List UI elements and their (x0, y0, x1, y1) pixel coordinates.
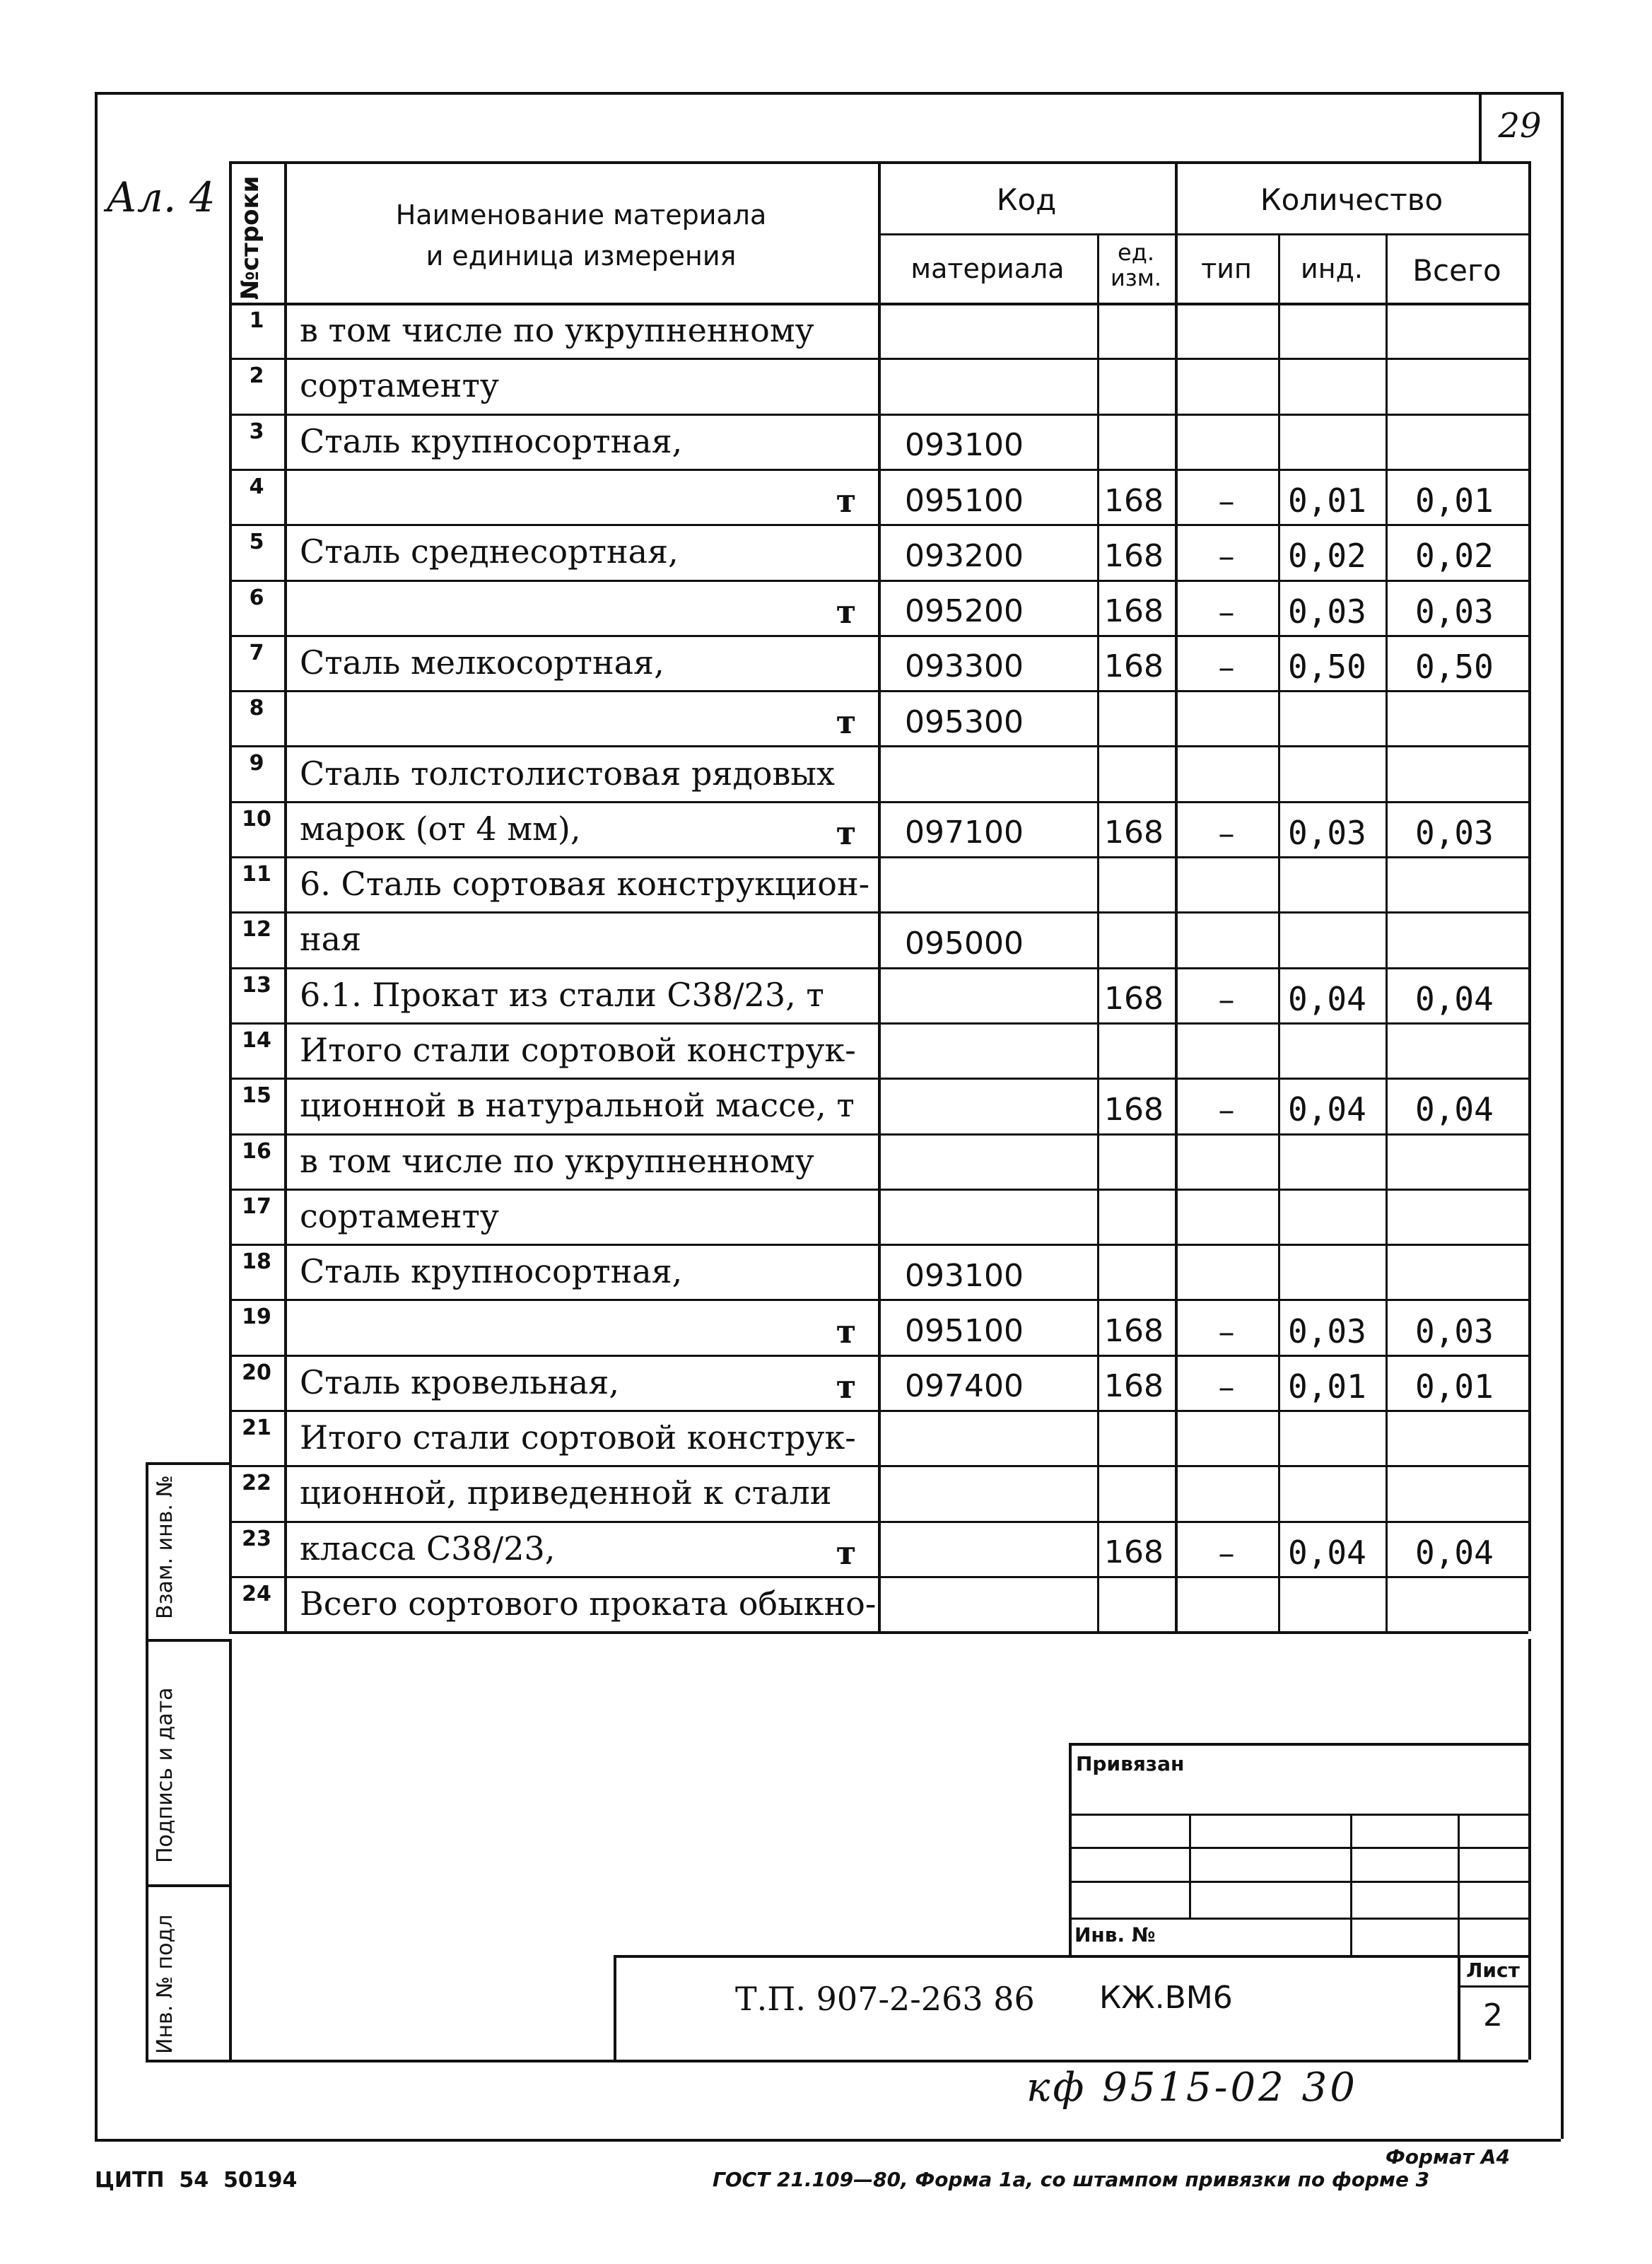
total-value: 0,01 (1415, 1367, 1494, 1406)
ind-header: инд. (1301, 253, 1363, 284)
row-separator (229, 1299, 1528, 1301)
col-line-total (1386, 233, 1388, 1631)
ind-value: 0,01 (1288, 482, 1366, 520)
unit-code: 168 (1104, 482, 1164, 519)
unit-suffix (828, 1193, 864, 1248)
side-label-podpis: Подпись и дата (153, 1687, 177, 1863)
side-strip-left (146, 1462, 148, 2060)
material-code: 095100 (905, 1313, 1024, 1350)
privyazan-label: Привязан (1076, 1752, 1185, 1775)
sheet-cell-divider (1458, 1985, 1528, 1988)
unit-suffix (828, 418, 864, 473)
material-name: Итого стали сортовой конструк- (300, 1031, 856, 1070)
material-name: в том числе по укрупненному (300, 1141, 814, 1180)
row-separator (229, 469, 1528, 471)
total-value: 0,04 (1415, 1533, 1494, 1572)
unit-suffix: т (836, 1312, 857, 1350)
side-strip-div1 (146, 1639, 229, 1642)
material-code: 093300 (905, 648, 1024, 685)
col-line-unit (1097, 233, 1099, 1631)
type-value (1175, 362, 1278, 417)
material-name: ционной, приведенной к стали (300, 1474, 832, 1512)
appendix-mark: Ал. 4 (106, 173, 216, 221)
material-name: 6.1. Прокат из стали С38/23, т (300, 975, 824, 1014)
title-block-top (614, 1955, 1528, 1958)
side-strip-div2 (146, 1884, 229, 1887)
unit-code: 168 (1104, 1313, 1164, 1350)
ind-value: 0,01 (1288, 1367, 1366, 1406)
type-value: – (1218, 647, 1235, 686)
row-number: 3 (249, 419, 264, 444)
unit-code: 168 (1104, 1534, 1164, 1571)
row-number-header-text: №строки (236, 175, 264, 300)
material-name: Сталь кровельная, (300, 1363, 619, 1401)
unit-suffix: т (836, 1367, 857, 1406)
unit-suffix (828, 1580, 864, 1635)
type-value: – (1218, 482, 1235, 520)
material-code: 095300 (905, 704, 1024, 740)
row-number: 4 (249, 474, 264, 499)
unit-header-line2: изм. (1110, 264, 1162, 291)
type-value (1175, 307, 1278, 362)
material-name: сортаменту (300, 366, 499, 405)
unit-suffix (828, 1082, 864, 1137)
doc-mark: КЖ.ВМ6 (1099, 1980, 1233, 2016)
unit-suffix: т (836, 813, 857, 852)
type-value: – (1218, 979, 1235, 1018)
footer-right: ГОСТ 21.109—80, Форма 1а, со штампом привязки по форме 3 (713, 2168, 1430, 2191)
unit-suffix (828, 1138, 864, 1193)
row-number: 19 (242, 1305, 271, 1330)
unit-suffix: т (836, 482, 857, 520)
sheet-number-box-left (1479, 92, 1482, 163)
type-value (1175, 749, 1278, 805)
total-value: 0,01 (1415, 482, 1494, 520)
frame-top (95, 92, 1561, 95)
privyazan-left (1069, 1743, 1072, 1955)
row-number: 9 (249, 751, 264, 776)
material-code: 097400 (905, 1368, 1024, 1405)
doc-code: Т.П. 907-2-263 86 (735, 1980, 1035, 2018)
row-number: 14 (242, 1027, 271, 1053)
material-code-header: материала (910, 253, 1065, 284)
unit-code: 168 (1104, 648, 1164, 685)
material-name: ная (300, 920, 362, 959)
sheet-label: Лист (1466, 1959, 1520, 1982)
total-value: 0,04 (1415, 1090, 1494, 1129)
material-name: Всего сортового проката обыкно- (300, 1585, 877, 1623)
material-code: 095200 (905, 593, 1024, 630)
footer-left: ЦИТП 54 50194 (95, 2168, 298, 2193)
material-code: 093100 (905, 427, 1024, 464)
type-value: – (1218, 813, 1235, 852)
frame-right (1561, 92, 1564, 2139)
total-value: 0,03 (1415, 1312, 1494, 1350)
sheet-value: 2 (1483, 1997, 1503, 2033)
total-value: 0,03 (1415, 592, 1494, 631)
type-value (1175, 860, 1278, 916)
type-value: – (1218, 1533, 1235, 1572)
material-code: 093100 (905, 1257, 1024, 1294)
unit-suffix (828, 971, 864, 1027)
unit-suffix (828, 307, 864, 362)
privyazan-top (1069, 1743, 1528, 1746)
unit-suffix: т (836, 592, 857, 631)
side-label-vzam: Взам. инв. № (153, 1475, 177, 1619)
material-name: Сталь толстолистовая рядовых (300, 754, 835, 793)
handwritten-code: кф 9515-02 30 (1026, 2065, 1358, 2111)
ind-value: 0,04 (1288, 979, 1366, 1018)
stamp-col-2 (1350, 1814, 1352, 1955)
total-value: 0,04 (1415, 979, 1494, 1018)
ind-value: 0,03 (1288, 1312, 1366, 1350)
type-value (1175, 1469, 1278, 1524)
unit-suffix (828, 1248, 864, 1303)
row-number: 22 (242, 1471, 271, 1496)
unit-suffix: т (836, 1533, 857, 1572)
unit-suffix (828, 1469, 864, 1524)
stamp-right-edge (1528, 1639, 1531, 2060)
material-name: Сталь среднесортная, (300, 532, 679, 571)
material-name: Сталь крупносортная, (300, 1252, 683, 1291)
row-number: 7 (249, 640, 264, 665)
stamp-col-3 (1458, 1814, 1460, 1955)
row-number: 21 (242, 1416, 271, 1440)
material-name: в том числе по укрупненному (300, 311, 814, 350)
material-name: Итого стали сортовой конструк- (300, 1418, 856, 1457)
material-code: 097100 (905, 815, 1024, 851)
type-header: тип (1201, 253, 1252, 284)
ind-value: 0,02 (1288, 537, 1366, 576)
row-number: 1 (249, 308, 264, 333)
row-number-header (229, 161, 284, 303)
type-value (1175, 1580, 1278, 1635)
unit-code: 168 (1104, 815, 1164, 851)
unit-suffix (828, 362, 864, 417)
name-header-line1: Наименование материала (395, 199, 767, 231)
title-block-left (614, 1955, 616, 2060)
row-number: 17 (242, 1194, 271, 1219)
unit-suffix (828, 639, 864, 694)
row-number: 23 (242, 1526, 271, 1551)
ind-value: 0,50 (1288, 647, 1366, 686)
row-number: 5 (249, 530, 264, 555)
type-value (1175, 1193, 1278, 1248)
row-number: 13 (242, 972, 271, 998)
col-line-ind (1278, 233, 1280, 1631)
row-number: 11 (242, 862, 271, 887)
row-number: 6 (249, 585, 264, 610)
unit-header-line1: ед. (1118, 239, 1154, 266)
material-name: сортаменту (300, 1196, 499, 1235)
material-name: Сталь крупносортная, (300, 421, 683, 460)
type-value: – (1218, 592, 1235, 631)
table-bottom-line (229, 1631, 1528, 1634)
material-name: ционной в натуральной массе, т (300, 1086, 855, 1125)
code-header: Код (996, 182, 1057, 217)
row-number: 20 (242, 1360, 271, 1385)
total-header: Всего (1412, 253, 1501, 288)
unit-suffix (828, 860, 864, 916)
sheet-number-top: 29 (1498, 106, 1542, 146)
ind-value: 0,04 (1288, 1090, 1366, 1129)
total-value: 0,02 (1415, 537, 1494, 576)
unit-code: 168 (1104, 593, 1164, 630)
format-label: Формат А4 (1386, 2145, 1510, 2169)
side-label-inv-podl: Инв. № подл (153, 1914, 177, 2054)
unit-suffix (828, 1414, 864, 1469)
row-number: 8 (249, 696, 264, 721)
unit-suffix (828, 916, 864, 971)
row-number: 18 (242, 1249, 271, 1275)
unit-suffix: т (836, 703, 857, 742)
type-value (1175, 1138, 1278, 1193)
unit-code: 168 (1104, 1368, 1164, 1405)
type-value (1175, 1414, 1278, 1469)
frame-left (95, 92, 98, 2139)
stamp-col-1 (1189, 1814, 1191, 1918)
type-value: – (1218, 537, 1235, 576)
inv-no-label: Инв. № (1074, 1923, 1156, 1947)
row-number: 16 (242, 1138, 271, 1164)
ind-value: 0,03 (1288, 813, 1366, 852)
row-number: 15 (242, 1083, 271, 1109)
type-value: – (1218, 1367, 1235, 1406)
type-value: – (1218, 1090, 1235, 1129)
row-number: 12 (242, 917, 271, 943)
col-line-right (1528, 161, 1531, 1631)
type-value (1175, 916, 1278, 971)
unit-suffix (828, 749, 864, 805)
total-value: 0,50 (1415, 647, 1494, 686)
side-strip-top (146, 1462, 229, 1465)
type-value (1175, 1248, 1278, 1303)
name-header-line2: и единица измерения (426, 240, 737, 272)
material-code: 093200 (905, 537, 1024, 574)
material-name: класса С38/23, (300, 1529, 556, 1568)
unit-code: 168 (1104, 1091, 1164, 1128)
ind-value: 0,03 (1288, 592, 1366, 631)
stamp-left-edge (229, 1639, 232, 2060)
unit-suffix (828, 528, 864, 583)
type-value (1175, 418, 1278, 473)
ind-value: 0,04 (1288, 1533, 1366, 1572)
material-name: Сталь мелкосортная, (300, 643, 664, 682)
total-value: 0,03 (1415, 813, 1494, 852)
row-separator (229, 911, 1528, 914)
row-number: 10 (242, 806, 271, 832)
unit-suffix (828, 1027, 864, 1082)
unit-code: 168 (1104, 537, 1164, 574)
type-value (1175, 1027, 1278, 1082)
material-code: 095000 (905, 925, 1024, 962)
type-value (1175, 694, 1278, 749)
row-number: 2 (249, 363, 264, 389)
material-name: марок (от 4 мм), (300, 809, 581, 848)
quantity-header: Количество (1260, 182, 1443, 217)
material-code: 095100 (905, 482, 1024, 519)
type-value: – (1218, 1312, 1235, 1350)
code-subheader-line (878, 233, 1528, 235)
frame-bottom (95, 2139, 1561, 2142)
row-number: 24 (242, 1581, 271, 1606)
material-name: 6. Сталь сортовая конструкцион- (300, 865, 870, 904)
stamp-bottom (146, 2060, 1528, 2062)
unit-code: 168 (1104, 981, 1164, 1017)
